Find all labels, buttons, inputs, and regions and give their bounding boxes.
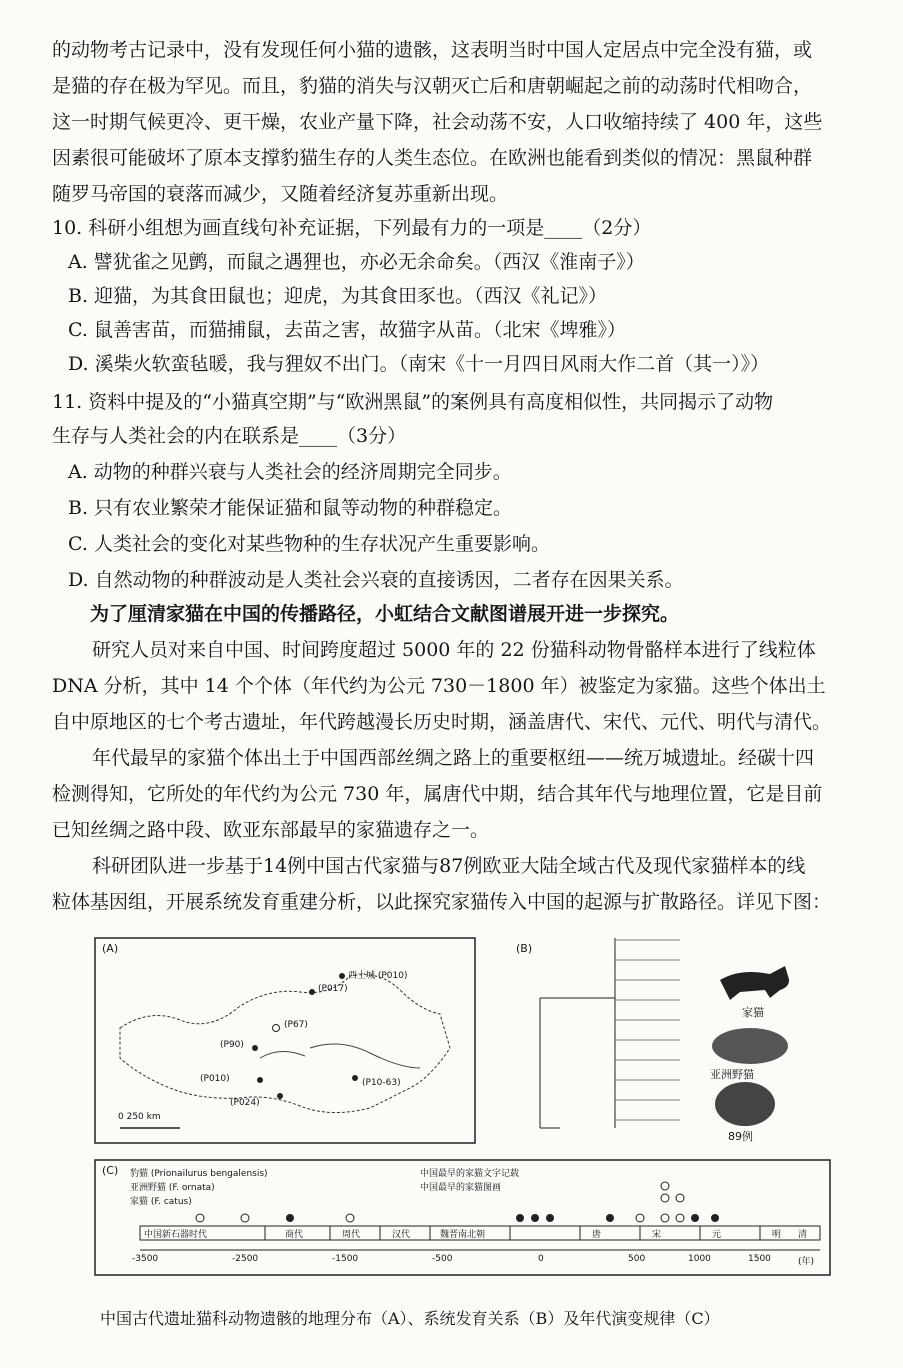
figure-graphics — [80, 928, 844, 1278]
paragraph-line: 粒体基因组，开展系统发育重建分析，以此探究家猫传入中国的起源与扩散路径。详见下图： — [52, 891, 832, 913]
map-site-label: 西土城 (P010) — [348, 971, 408, 981]
period-label: 魏晋南北朝 — [440, 1230, 486, 1240]
figure-caption: 中国古代遗址猫科动物遗骸的地理分布（A）、系统发育关系（B）及年代演变规律（C） — [100, 1309, 720, 1328]
q11-option-a: A. 动物的种群兴衰与人类社会的经济周期完全同步。 — [68, 461, 512, 483]
period-label: 宋 — [652, 1230, 662, 1240]
tree-label-domestic: 家猫 — [742, 1006, 764, 1019]
axis-tick: 1000 — [688, 1254, 711, 1264]
paragraph-line: 检测得知，它所处的年代约为公元 730 年，属唐代中期，结合其年代与地理位置，它是目前 — [52, 783, 823, 805]
map-site-label: (P10-63) — [362, 1078, 401, 1088]
q11-option-d: D. 自然动物的种群波动是人类社会兴衰的直接诱因，二者存在因果关系。 — [68, 569, 684, 591]
axis-tick: (年) — [798, 1257, 815, 1267]
question-11-stem-cont: 生存与人类社会的内在联系是____（3分） — [52, 425, 407, 447]
period-label: 唐 — [592, 1230, 602, 1240]
paragraph-line: DNA 分析，其中 14 个个体（年代约为公元 730－1800 年）被鉴定为家猫。这些个体出土 — [52, 675, 826, 697]
q10-option-d: D. 溪柴火软蛮毡暖，我与狸奴不出门。（南宋《十一月四日风雨大作二首（其一）》） — [68, 353, 770, 375]
tree-label-count: 89例 — [728, 1130, 753, 1143]
research-figure — [80, 928, 844, 1278]
legend-asian-wildcat: 亚洲野猫 (F. ornata) — [130, 1183, 215, 1193]
paragraph-line: 年代最早的家猫个体出土于中国西部丝绸之路上的重要枢纽——统万城遗址。经碳十四 — [92, 747, 815, 769]
site-marker — [257, 1077, 263, 1083]
tree-leaves — [615, 940, 680, 1120]
period-label: 商代 — [285, 1230, 304, 1240]
paragraph-line: 已知丝绸之路中段、欧亚东部最早的家猫遗存之一。 — [52, 819, 490, 841]
period-label: 汉代 — [392, 1230, 411, 1240]
paragraph-line: 自中原地区的七个考古遗址，年代跨越漫长历史时期，涵盖唐代、宋代、元代、明代与清代。 — [52, 711, 832, 733]
axis-tick: 1500 — [748, 1254, 771, 1264]
site-marker — [339, 973, 345, 979]
period-label: 明 — [772, 1230, 782, 1240]
legend-domestic-cat: 家猫 (F. catus) — [130, 1197, 192, 1207]
intro-line: 是猫的存在极为罕见。而且，豹猫的消失与汉朝灭亡后和唐朝崛起之前的动荡时代相吻合， — [52, 75, 813, 97]
period-label: 中国新石器时代 — [144, 1230, 208, 1240]
q11-option-b: B. 只有农业繁荣才能保证猫和鼠等动物的种群稳定。 — [68, 497, 513, 519]
site-marker — [273, 1025, 280, 1032]
site-marker — [277, 1093, 283, 1099]
china-map-outline — [120, 975, 450, 1113]
period-label: 清 — [798, 1230, 808, 1240]
q11-option-c: C. 人类社会的变化对某些物种的生存状况产生重要影响。 — [68, 533, 550, 555]
q10-option-a: A. 譬犹雀之见鹯，而鼠之遇狸也，亦必无余命矣。（西汉《淮南子》） — [68, 251, 645, 273]
scale-label: 0 250 km — [118, 1112, 161, 1122]
map-site-label: (P017) — [318, 984, 348, 994]
site-marker — [309, 989, 315, 995]
intro-line: 的动物考古记录中，没有发现任何小猫的遗骸，这表明当时中国人定居点中完全没有猫，或 — [52, 39, 813, 61]
axis-tick: 0 — [538, 1254, 544, 1264]
legend-text-record: 中国最早的家猫文字记载 — [420, 1169, 520, 1179]
intro-line: 随罗马帝国的衰落而减少，又随着经济复苏重新出现。 — [52, 183, 509, 205]
river-line — [310, 1044, 420, 1068]
paragraph-line: 科研团队进一步基于14例中国古代家猫与87例欧亚大陆全域古代及现代家猫样本的线 — [92, 855, 806, 877]
map-site-label: (P024) — [230, 1098, 260, 1108]
period-label: 周代 — [342, 1230, 361, 1240]
site-marker — [252, 1045, 258, 1051]
intro-line: 因素很可能破坏了原本支撑豹猫生存的人类生态位。在欧洲也能看到类似的情况：黑鼠种群 — [52, 147, 813, 169]
leopard-cat-silhouette — [715, 1082, 775, 1126]
asian-wildcat-silhouette — [712, 1028, 788, 1064]
panel-b-label: (B) — [516, 942, 533, 955]
intro-line: 这一时期气候更冷、更干燥，农业产量下降，社会动荡不安，人口收缩持续了 400 年，这些 — [52, 111, 823, 133]
domestic-cat-silhouette — [720, 966, 789, 1000]
axis-tick: -2500 — [232, 1254, 259, 1264]
period-label: 元 — [712, 1230, 722, 1240]
q10-option-b: B. 迎猫，为其食田鼠也；迎虎，为其食田豕也。（西汉《礼记》） — [68, 285, 608, 307]
legend-leopard-cat: 豹猫 (Prionailurus bengalensis) — [130, 1169, 268, 1179]
axis-tick: -3500 — [132, 1254, 159, 1264]
legend-picture-record: 中国最早的家猫图画 — [420, 1183, 502, 1193]
map-site-label: (P90) — [220, 1040, 244, 1050]
q10-option-c: C. 鼠善害苗，而猫捕鼠，去苗之害，故猫字从苗。（北宋《埤雅》） — [68, 319, 626, 341]
question-11-stem: 11. 资料中提及的“小猫真空期”与“欧洲黑鼠”的案例具有高度相似性，共同揭示了动物 — [52, 391, 774, 413]
panel-c-label: (C) — [102, 1164, 119, 1177]
axis-tick: -1500 — [332, 1254, 359, 1264]
section-heading: 为了厘清家猫在中国的传播路径，小虹结合文献图谱展开进一步探究。 — [90, 603, 680, 625]
river-line — [260, 1051, 305, 1058]
question-10-stem: 10. 科研小组想为画直线句补充证据，下列最有力的一项是____（2分） — [52, 217, 652, 239]
paragraph-line: 研究人员对来自中国、时间跨度超过 5000 年的 22 份猫科动物骨骼样本进行了线粒体 — [92, 639, 816, 661]
tree-label-wildcat: 亚洲野猫 — [710, 1068, 754, 1081]
panel-a-label: (A) — [102, 942, 119, 955]
axis-tick: -500 — [432, 1254, 453, 1264]
map-site-label: (P010) — [200, 1074, 230, 1084]
map-site-label: (P67) — [284, 1020, 308, 1030]
axis-tick: 500 — [628, 1254, 646, 1264]
site-marker — [352, 1075, 358, 1081]
